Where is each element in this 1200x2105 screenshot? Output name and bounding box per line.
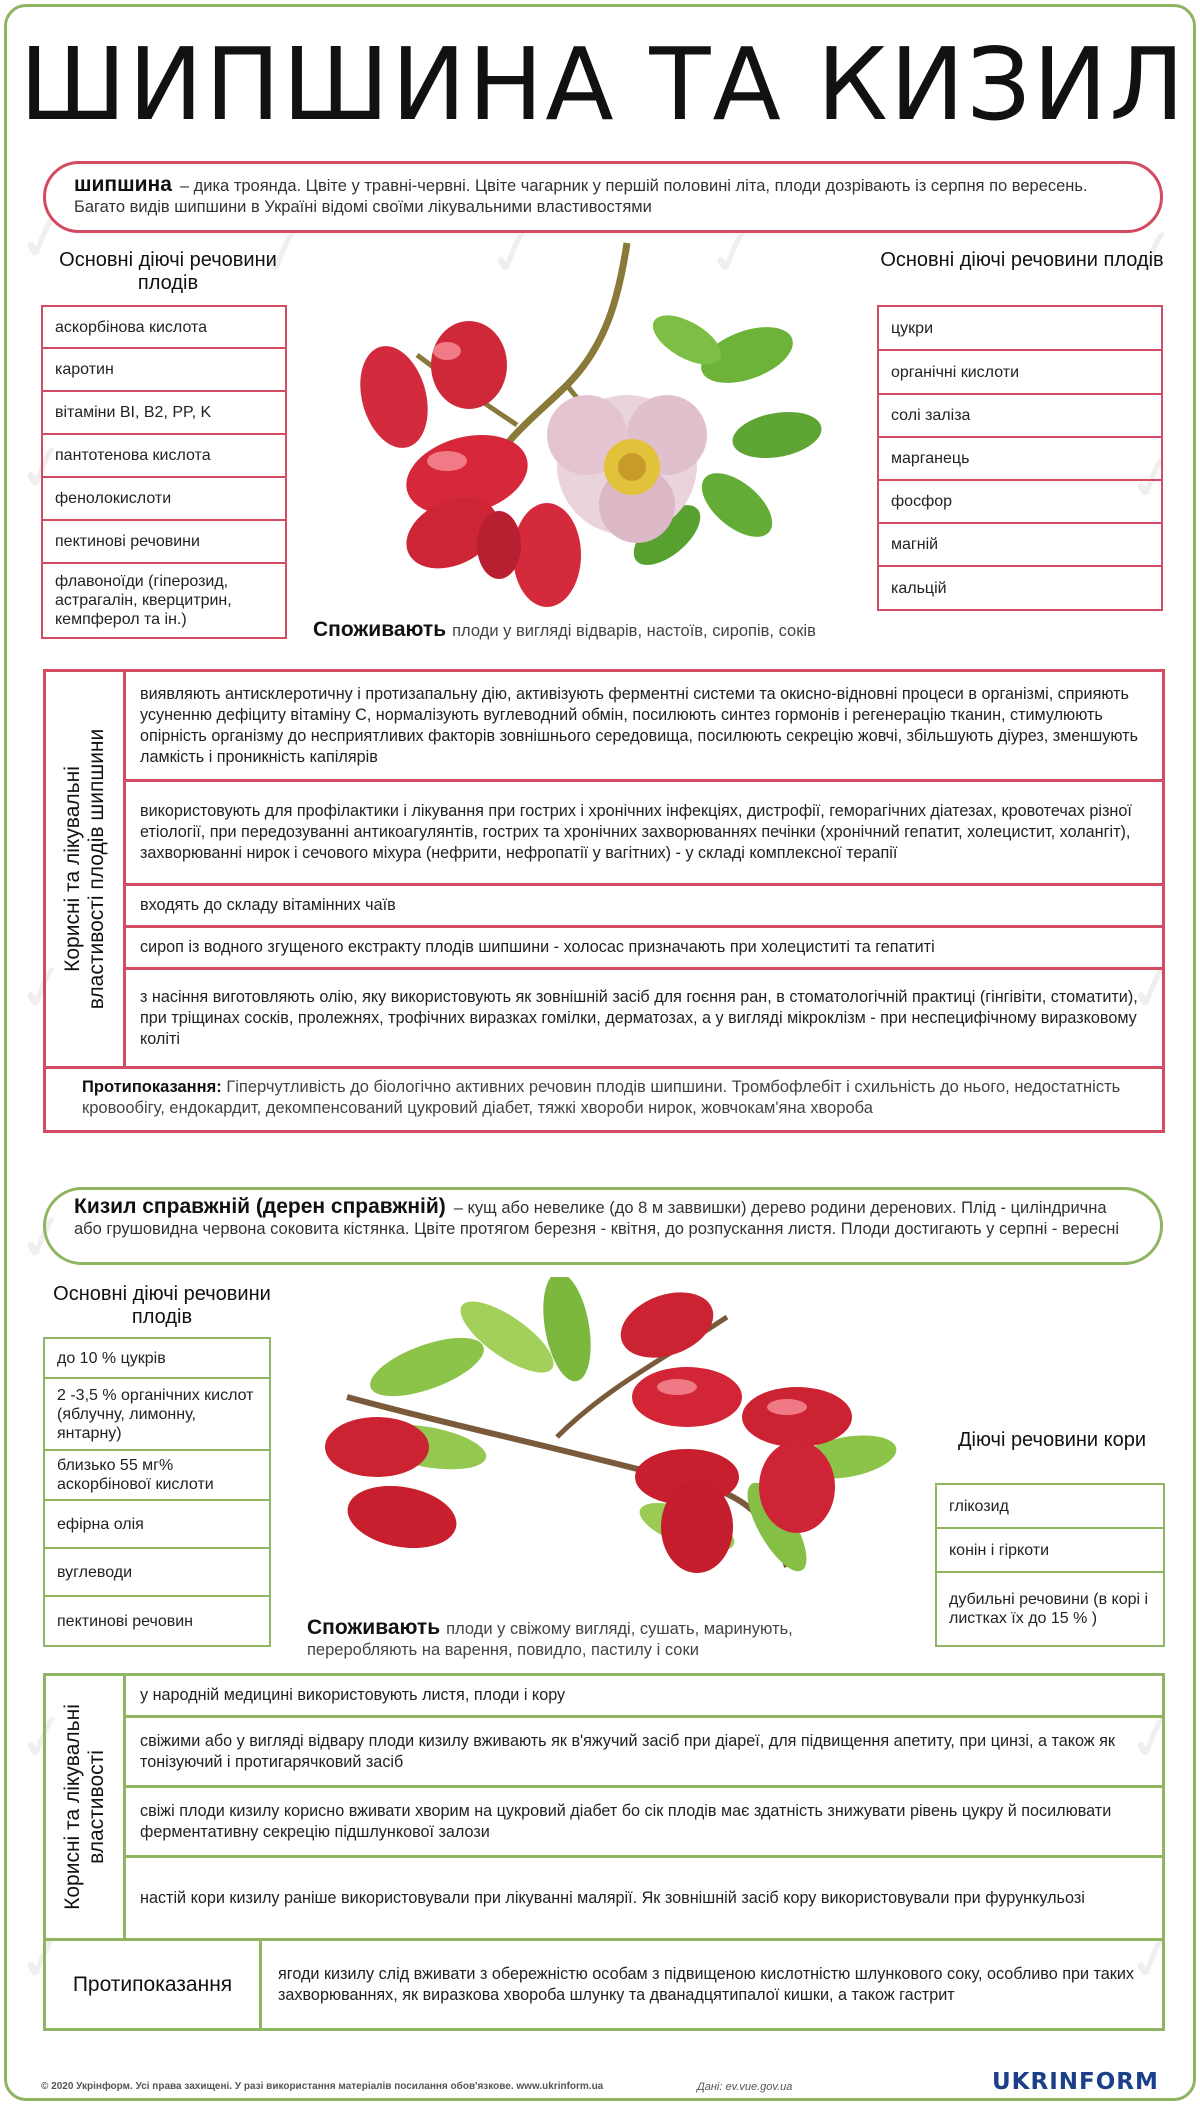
rosehip-left-list bbox=[41, 305, 287, 639]
list-item: солі заліза bbox=[879, 395, 1161, 438]
list-item: марганець bbox=[879, 438, 1161, 481]
rosehip-right-list bbox=[877, 305, 1163, 611]
list-item: близько 55 мг% аскорбінової кислоти bbox=[45, 1451, 269, 1501]
rosehip-right-heading: Основні діючі речовини плодів bbox=[880, 249, 1164, 271]
rosehip-intro-text: – дика троянда. Цвіте у травні-червні. Цвіте чагарник у першій половині літа, плоди дозрівають із серпня по вересень. Багато видів шипшини в Україні відомі своїми лікувальними властивостями bbox=[74, 177, 1088, 216]
list-item: кальцій bbox=[891, 579, 947, 597]
list-item: фосфор bbox=[879, 481, 1161, 524]
cornel-left-heading: Основні діючі речовини плодів bbox=[53, 1283, 271, 1328]
cornel-consume bbox=[307, 1617, 867, 1661]
table-row: свіжі плоди кизилу корисно вживати хворим на цукровий діабет бо сік плодів має здатність знижувати рівень цукру й посилювати ферментативну секрецію підшлункової залози bbox=[126, 1788, 1162, 1858]
list-item: аскорбінова кислота bbox=[43, 307, 285, 349]
rosehip-contra-label: Протипоказання: bbox=[82, 1078, 222, 1096]
list-item: ефірна олія bbox=[45, 1501, 269, 1549]
rosehip-contraindications bbox=[43, 1069, 1165, 1133]
watermark: ✓ bbox=[9, 1196, 76, 1279]
list-item: 2 -3,5 % органічних кислот (яблучну, лимонну, янтарну) bbox=[45, 1379, 269, 1451]
list-item: магній bbox=[879, 524, 1161, 567]
watermark: ✓ bbox=[1119, 1696, 1186, 1779]
rosehip-properties bbox=[43, 669, 1165, 1069]
watermark: ✓ bbox=[479, 211, 546, 294]
table-row: у народній медицині використовують листя, плоди і кору bbox=[126, 1676, 1162, 1718]
cornel-properties bbox=[43, 1673, 1165, 1941]
cornel-contraindications bbox=[43, 1941, 1165, 2031]
cornel-left-list bbox=[43, 1337, 271, 1647]
list-item: флавоноїди (гіперозид, астрагалін, кверцитрин, кемпферол та ін.) bbox=[55, 573, 232, 628]
watermark: ✓ bbox=[9, 1916, 76, 1999]
rosehip-consume-bold: Споживають bbox=[313, 618, 447, 641]
rosehip-left-heading: Основні діючі речовини плодів bbox=[59, 249, 277, 294]
cornel-properties-label-text: Корисні та лікувальні властивості bbox=[60, 1704, 108, 1910]
rosehip-properties-label-text: Корисні та лікувальні властивості плодів шипшини bbox=[60, 728, 108, 1010]
list-item: до 10 % цукрів bbox=[45, 1339, 269, 1379]
copyright: © 2020 Укрінформ. Усі права захищені. У разі використання матеріалів посилання обов'язкове. www.ukrinform.ua bbox=[41, 2081, 604, 2092]
logo-text: UKRINFORM bbox=[992, 2069, 1159, 2095]
watermark: ✓ bbox=[9, 196, 76, 279]
cornel-properties-label bbox=[46, 1676, 126, 1938]
list-item: вуглеводи bbox=[45, 1549, 269, 1597]
table-row: настій кори кизилу раніше використовували при лікуванні малярії. Як зовнішній засіб кору використовували при фурункульозі bbox=[140, 1888, 1085, 1907]
table-row: входять до складу вітамінних чаїв bbox=[126, 886, 1162, 928]
watermark: ✓ bbox=[9, 1696, 76, 1779]
watermark: ✓ bbox=[699, 211, 766, 294]
watermark: ✓ bbox=[9, 946, 76, 1029]
cornel-right-heading: Діючі речовини кори bbox=[957, 1429, 1147, 1451]
table-row: сироп із водного згущеного екстракту плодів шипшини - холосас призначають при холециститі та гепатиті bbox=[126, 928, 1162, 970]
cornel-consume-bold: Споживають bbox=[307, 1616, 441, 1639]
watermark: ✓ bbox=[249, 211, 316, 294]
watermark: ✓ bbox=[1119, 946, 1186, 1029]
page-title: ШИПШИНА ТА КИЗИЛ bbox=[19, 26, 1187, 143]
table-row: свіжими або у вигляді відвару плоди кизилу вживають як в'яжучий засіб при діареї, для підвищення апетиту, при цинзі, а також як тонізуючий і протигарячковий засіб bbox=[126, 1718, 1162, 1788]
list-item: цукри bbox=[879, 307, 1161, 351]
list-item: пантотенова кислота bbox=[43, 435, 285, 478]
table-row: виявляють антисклеротичну і протизапальну дію, активізують ферментні системи та окисно-відновні процеси в організмі, сприяють усуненню дефіциту вітаміну С, нормалізують вуглеводний обмін, посилюють синтез гормонів і регенерацію тканин, стимулюють опірність організму до несприятливих факторів зовнішнього середовища, посилюють секрецію жовчі, збільшують діурез, зменшують ламкість і проникність капілярів bbox=[126, 672, 1162, 782]
rosehip-consume bbox=[313, 619, 873, 642]
rosehip-properties-label bbox=[46, 672, 126, 1066]
list-item: вітаміни BI, B2, PP, K bbox=[43, 392, 285, 435]
list-item: органічні кислоти bbox=[879, 351, 1161, 395]
watermark: ✓ bbox=[1119, 436, 1186, 519]
list-item: фенолокислоти bbox=[43, 478, 285, 521]
rosehip-intro-name: шипшина bbox=[74, 173, 172, 196]
infographic-frame bbox=[4, 4, 1196, 2101]
rosehip-illustration bbox=[337, 235, 837, 615]
watermark: ✓ bbox=[9, 426, 76, 509]
list-item: каротин bbox=[43, 349, 285, 392]
data-source: Дані: ev.vue.gov.ua bbox=[697, 2081, 793, 2093]
list-item: глікозид bbox=[937, 1485, 1163, 1529]
ukrinform-logo bbox=[992, 2069, 1159, 2095]
table-row: використовують для профілактики і лікування при гострих і хронічних інфекціях, дистрофії, геморагічних діатезах, кровотечах різної етіології, при передозуванні антикоагулянтів, гострих та хронічних захворюваннях печінки (хронічний гепатит, холецистит, холангіт), захворюванні нирок і сечового міхура (нефрити, нефропатії у вагітних) - у складі комплексної терапії bbox=[126, 782, 1162, 886]
cornel-intro bbox=[43, 1187, 1163, 1265]
list-item: дубильні речовини (в корі і листках їх до 15 % ) bbox=[949, 1591, 1149, 1627]
watermark: ✓ bbox=[1119, 211, 1186, 294]
cornel-intro-name: Кизил справжній (дерен справжній) bbox=[74, 1195, 446, 1218]
rosehip-consume-text: плоди у вигляді відварів, настоїв, сиропів, соків bbox=[452, 622, 816, 640]
cornel-consume-text: плоди у свіжому вигляді, сушать, маринують, переробляють на варення, повидло, пастилу і соки bbox=[307, 1620, 793, 1659]
cornel-contra-label: Протипоказання bbox=[46, 1941, 262, 2028]
rosehip-intro bbox=[43, 161, 1163, 233]
rosehip-contra-text: Гіперчутливість до біологічно активних речовин плодів шипшини. Тромбофлебіт і схильність до нього, недостатність кровообігу, ендокардит, декомпенсований цукровий діабет, тяжкі хвороби нирок, жовчокам'яна хвороба bbox=[82, 1078, 1121, 1117]
cornel-right-list bbox=[935, 1483, 1165, 1647]
table-row: з насіння виготовляють олію, яку використовують як зовнішній засіб для гоєння ран, в стоматологічній практиці (гінгівіти, стоматити), при тріщинах сосків, пролежнях, трофічних виразках гомілки, дерматозах, а у вигляді мікроклізм - при неспецифічному виразковому коліті bbox=[140, 987, 1138, 1048]
cornel-contra-text: ягоди кизилу слід вживати з обережністю особам з підвищеною кислотністю шлункового соку, особливо при таких захворюваннях, як виразкова хвороба шлунку та дванадцятипалої кишки, а також гастрит bbox=[278, 1964, 1134, 2004]
list-item: пектинові речовин bbox=[57, 1612, 194, 1630]
list-item: пектинові речовини bbox=[43, 521, 285, 564]
cornel-intro-text: – кущ або невелике (до 8 м заввишки) дерево родини деренових. Плід - циліндрична або грушовидна червона соковита кістянка. Цвіте протягом березня - квітня, до розпускання листя. Плоди достигають у серпні - вересні bbox=[74, 1199, 1120, 1238]
list-item: конін і гіркоти bbox=[937, 1529, 1163, 1573]
cornel-illustration bbox=[307, 1277, 907, 1577]
watermark: ✓ bbox=[1119, 1916, 1186, 1999]
